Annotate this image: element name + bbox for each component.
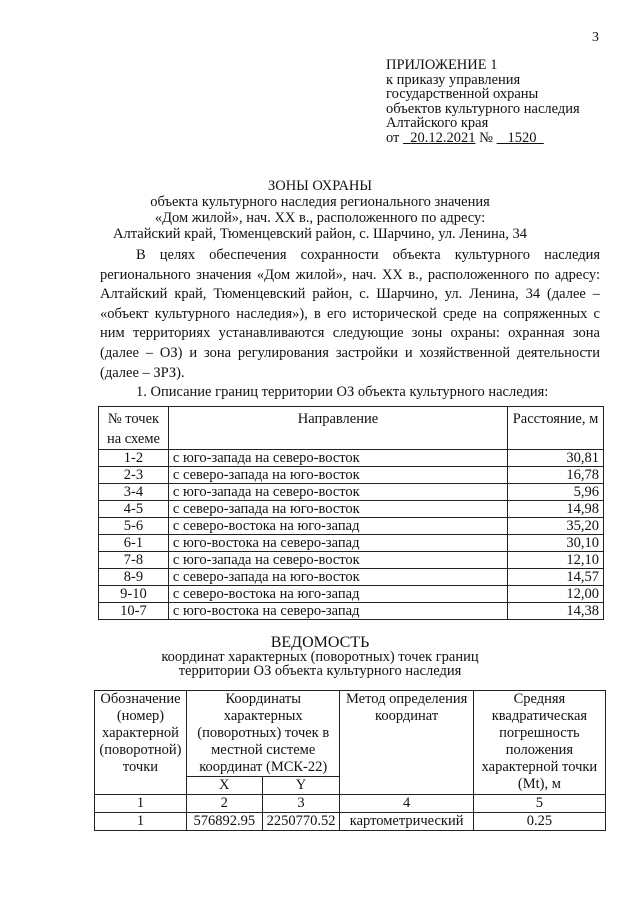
table-header-row bbox=[95, 691, 606, 777]
table-row: 10-7 с юго-востока на северо-запад 14,38 bbox=[99, 603, 604, 620]
paragraph: В целях обеспечения сохранности объекта культурного наследия регионального значения «Дом жилой», нач. XX в., расположенного по адресу: Алтайский край, Тюменцевский район, с. Шарчино, ул. Ленина, 34 (далее – «объект культурного наследия»), в его исторической среде на сопряженных с ним территориях устанавливаются следующие зоны охраны: охранная зона (далее – ОЗ) и зона регулирования застройки и хозяйственной деятельности (далее – ЗРЗ). bbox=[100, 247, 600, 381]
header-method: Метод определения координат bbox=[340, 691, 473, 795]
date-prefix: от bbox=[386, 129, 400, 146]
header-designation: Обозначение (номер) характерной (поворотной) точки bbox=[95, 691, 187, 795]
document-title bbox=[0, 178, 640, 242]
header-x: X bbox=[186, 777, 262, 795]
statement-line: территории ОЗ объекта культурного наследия bbox=[178, 663, 462, 679]
appendix-header bbox=[386, 58, 580, 145]
order-date: 20.12.2021 bbox=[410, 129, 476, 146]
coordinates-table bbox=[94, 690, 606, 831]
table-row: 3-4 с юго-запада на северо-восток 5,96 bbox=[99, 484, 604, 501]
appendix-title: ПРИЛОЖЕНИЕ 1 bbox=[386, 57, 498, 73]
title-heading: ЗОНЫ ОХРАНЫ bbox=[267, 178, 373, 194]
order-number: 1520 bbox=[507, 129, 537, 146]
statement-title bbox=[0, 636, 640, 678]
table-row: 8-9 с северо-запада на юго-восток 14,57 bbox=[99, 569, 604, 586]
header-direction: Направление bbox=[168, 407, 507, 450]
appendix-date-line bbox=[386, 131, 580, 146]
body-text bbox=[100, 246, 600, 403]
appendix-line: объектов культурного наследия bbox=[386, 100, 580, 117]
appendix-line: государственной охраны bbox=[386, 86, 539, 102]
header-distance: Расстояние, м bbox=[508, 407, 604, 450]
table-row: 1-2 с юго-запада на северо-восток 30,81 bbox=[99, 450, 604, 467]
header-y: Y bbox=[262, 777, 340, 795]
table-header-row bbox=[99, 407, 604, 450]
title-line: Алтайский край, Тюменцевский район, с. Шарчино, ул. Ленина, 34 bbox=[113, 226, 527, 242]
table-row: 7-8 с юго-запада на северо-восток 12,10 bbox=[99, 552, 604, 569]
statement-line: координат характерных (поворотных) точек границ bbox=[161, 649, 479, 665]
table-row: 2-3 с северо-запада на юго-восток 16,78 bbox=[99, 467, 604, 484]
number-prefix: № bbox=[479, 129, 493, 146]
header-coordinates: Координаты характерных (поворотных) точек в местной системе координат (МСК-22) bbox=[186, 691, 340, 777]
table-row: 4-5 с северо-запада на юго-восток 14,98 bbox=[99, 501, 604, 518]
header-error: Средняя квадратическая погрешность положения характерной точки (Mt), м bbox=[473, 691, 605, 795]
title-line: объекта культурного наследия регионального значения bbox=[150, 194, 490, 210]
boundary-table bbox=[98, 406, 604, 620]
table-row: 5-6 с северо-востока на юго-запад 35,20 bbox=[99, 518, 604, 535]
appendix-line: к приказу управления bbox=[386, 71, 521, 88]
paragraph: 1. Описание границ территории ОЗ объекта культурного наследия: bbox=[136, 384, 549, 401]
statement-heading: ВЕДОМОСТЬ bbox=[270, 634, 370, 651]
table-row: 9-10 с северо-востока на юго-запад 12,00 bbox=[99, 586, 604, 603]
title-line: «Дом жилой», нач. XX в., расположенного по адресу: bbox=[154, 210, 486, 226]
appendix-line: Алтайского края bbox=[386, 115, 489, 131]
header-point-number: № точек на схеме bbox=[99, 407, 169, 450]
table-row: 1 576892.95 2250770.52 картометрический 0.25 bbox=[95, 813, 606, 831]
page-number: 3 bbox=[592, 30, 599, 45]
table-row: 6-1 с юго-востока на северо-запад 30,10 bbox=[99, 535, 604, 552]
column-number-row: 1 2 3 4 5 bbox=[95, 795, 606, 813]
